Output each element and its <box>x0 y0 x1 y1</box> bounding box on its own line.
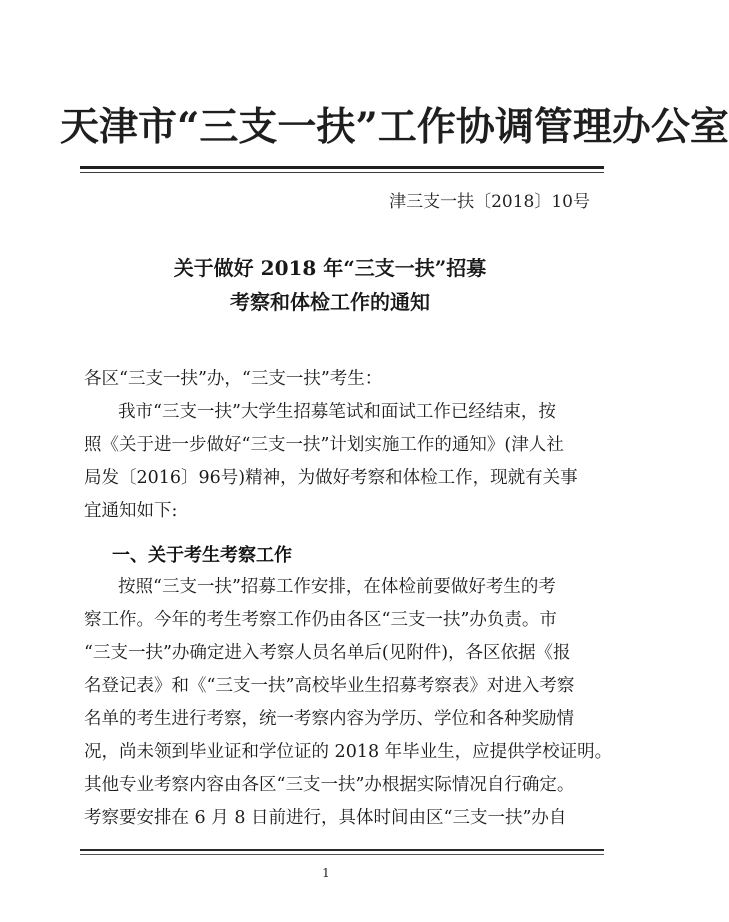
section-line: 况，尚未领到毕业证和学位证的 2018 年毕业生，应提供学校证明。 <box>84 742 613 762</box>
section-heading: 一、关于考生考察工作 <box>112 545 292 566</box>
section-line: 察工作。今年的考生考察工作仍由各区“三支一扶”办负责。市 <box>84 610 557 630</box>
section-line: 名单的考生进行考察，统一考察内容为学历、学位和各种奖励情 <box>84 709 574 729</box>
section-line: 其他专业考察内容由各区“三支一扶”办根据实际情况自行确定。 <box>84 775 575 795</box>
intro-line: 宜通知如下: <box>84 501 178 521</box>
issuing-office-title: 天津市“三支一扶”工作协调管理办公室 <box>60 104 729 150</box>
intro-line: 照《关于进一步做好“三支一扶”计划实施工作的通知》(津人社 <box>84 435 564 455</box>
intro-line: 我市“三支一扶”大学生招募笔试和面试工作已经结束，按 <box>118 402 556 422</box>
notice-title-line-2: 考察和体检工作的通知 <box>230 290 430 314</box>
document-number: 津三支一扶〔2018〕10号 <box>389 192 590 212</box>
header-rule-thin <box>80 172 604 173</box>
section-line: 按照“三支一扶”招募工作安排，在体检前要做好考生的考 <box>118 577 556 597</box>
section-line: “三支一扶”办确定进入考察人员名单后(见附件)，各区依据《报 <box>84 643 571 663</box>
page-number: 1 <box>322 866 330 880</box>
header-rule-thick <box>80 166 604 169</box>
section-line: 名登记表》和《“三支一扶”高校毕业生招募考察表》对进入考察 <box>84 676 575 696</box>
salutation: 各区“三支一扶”办，“三支一扶”考生： <box>84 369 383 389</box>
footer-rule-thin <box>80 854 604 855</box>
footer-rule-thick <box>80 849 604 851</box>
section-line: 考察要安排在 6 月 8 日前进行，具体时间由区“三支一扶”办自 <box>84 808 567 828</box>
notice-title-line-1: 关于做好 2018 年“三支一扶”招募 <box>173 256 487 280</box>
intro-line: 局发〔2016〕96号)精神，为做好考察和体检工作，现就有关事 <box>84 468 578 488</box>
